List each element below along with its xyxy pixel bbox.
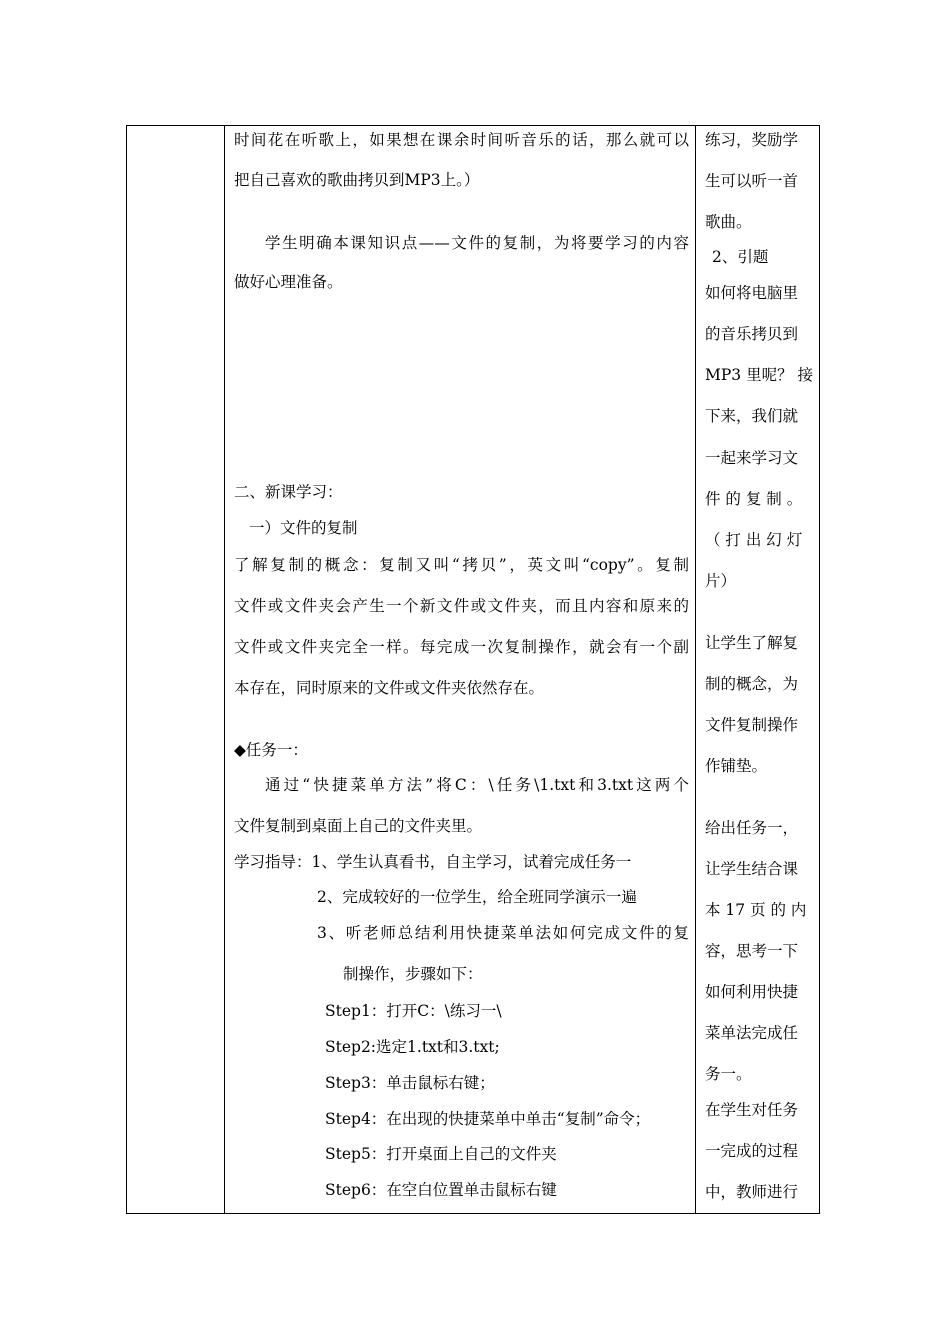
step-line: Step2:选定1.txt和3.txt;: [325, 1038, 500, 1056]
text-line: 时间花在听歌上，如果想在课余时间听音乐的话，那么就可以: [234, 131, 689, 149]
task-heading: ◆任务一：: [234, 741, 308, 759]
step-line: Step5：打开桌面上自己的文件夹: [325, 1145, 557, 1163]
text-line: 在学生对任务: [705, 1101, 799, 1119]
text-line: 2、引题: [712, 248, 769, 266]
text-line: 一完成的过程: [705, 1142, 799, 1160]
text-line: 务一。: [705, 1065, 752, 1083]
text-line: 菜单法完成任: [705, 1024, 799, 1042]
text-line: 下来，我们就: [705, 407, 799, 425]
text-line: 容，思考一下: [705, 942, 799, 960]
guide-line: 学习指导：1、学生认真看书，自主学习，试着完成任务一: [234, 853, 632, 871]
step-line: Step1：打开C：\练习一\: [325, 1002, 502, 1020]
text-line: 让学生了解复: [705, 634, 799, 652]
text-line: 通过“快捷菜单方法”将C：\任务\1.txt和3.txt这两个: [265, 776, 689, 794]
text-line: 文件复制到桌面上自己的文件夹里。: [234, 817, 483, 835]
text-line: 生可以听一首: [705, 172, 799, 190]
text-line: 片）: [705, 572, 737, 590]
step-line: Step4：在出现的快捷菜单中单击“复制”命令；: [325, 1110, 651, 1128]
step-line: Step6：在空白位置单击鼠标右键: [325, 1181, 557, 1199]
text-line: 做好心理准备。: [234, 273, 343, 291]
text-line: 制的概念，为: [705, 675, 799, 693]
lesson-plan-table: [126, 125, 820, 1214]
text-line: 的音乐拷贝到: [705, 325, 799, 343]
text-line: 文件或文件夹会产生一个新文件或文件夹，而且内容和原来的: [234, 597, 689, 615]
text-line: （ 打 出 幻 灯: [705, 531, 803, 549]
design-intent-column: [705, 126, 815, 1213]
text-line: 练习，奖励学: [705, 131, 799, 149]
step-line: Step3：单击鼠标右键；: [325, 1074, 495, 1092]
text-line: 了解复制的概念：复制又叫“拷贝”，英文叫“copy”。复制: [234, 556, 689, 574]
column-divider: [695, 126, 696, 1213]
guide-line: 2、完成较好的一位学生，给全班同学演示一遍: [317, 888, 637, 906]
text-line: 件 的 复 制 。: [705, 490, 803, 508]
column-divider: [224, 126, 225, 1213]
text-line: 让学生结合课: [705, 860, 799, 878]
text-line: 如何利用快捷: [705, 983, 799, 1001]
text-line: 给出任务一，: [705, 819, 799, 837]
text-line: 歌曲。: [705, 213, 752, 231]
activity-column: [234, 126, 694, 1213]
text-line: 学生明确本课知识点——文件的复制，为将要学习的内容: [265, 234, 689, 252]
guide-line: 制操作，步骤如下：: [343, 965, 483, 983]
text-line: 作铺垫。: [705, 757, 768, 775]
subsection-heading: 一）文件的复制: [249, 519, 358, 537]
text-line: 如何将电脑里: [705, 284, 799, 302]
text-line: 文件或文件夹完全一样。每完成一次复制操作，就会有一个副: [234, 638, 689, 656]
text-line: 本存在，同时原来的文件或文件夹依然存在。: [234, 679, 545, 697]
text-line: 中，教师进行: [705, 1183, 799, 1201]
guide-line: 3、听老师总结利用快捷菜单法如何完成文件的复: [317, 924, 689, 942]
text-line: 一起来学习文: [705, 449, 799, 467]
text-line: 本 17 页 的 内: [705, 901, 807, 919]
text-line: MP3 里呢？ 接: [705, 366, 814, 384]
text-line: 把自己喜欢的歌曲拷贝到MP3上。）: [234, 171, 480, 189]
section-heading: 二、新课学习：: [234, 483, 343, 501]
text-line: 文件复制操作: [705, 716, 799, 734]
